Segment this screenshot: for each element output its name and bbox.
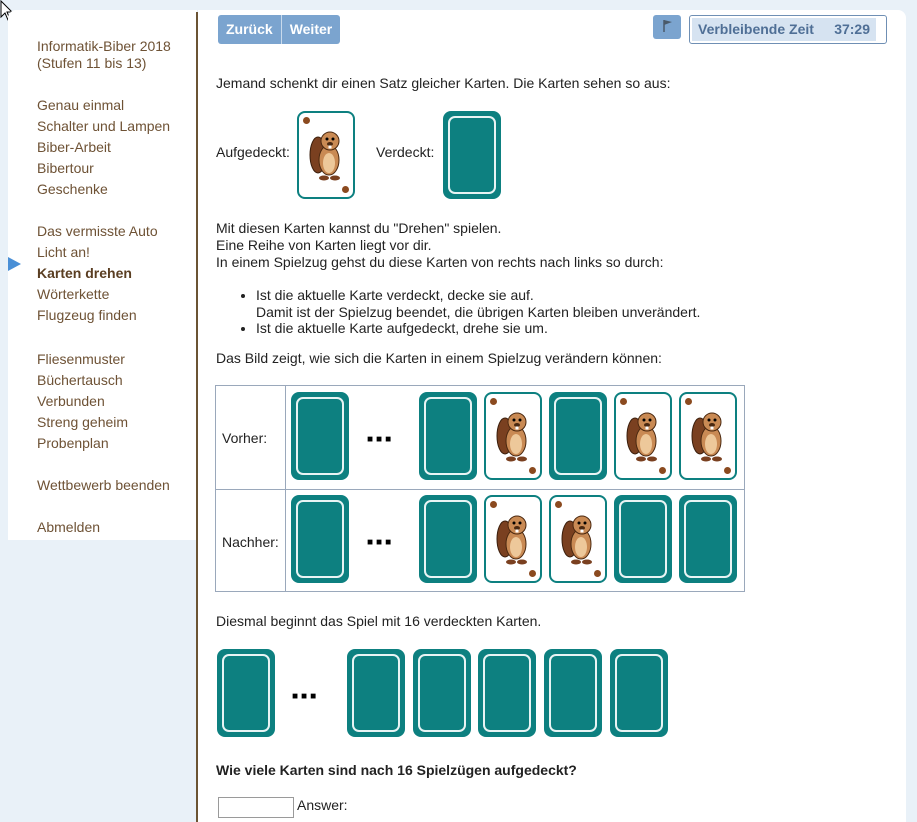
rule-item: • Ist die aktuelle Karte aufgedeckt, drehe sie um. (256, 320, 700, 337)
task-group-2 (37, 221, 158, 326)
card-face-up (484, 392, 542, 480)
remaining-time-box (689, 15, 887, 44)
before-label: Vorher: (222, 430, 268, 446)
ellipsis-dots: ■■■ (367, 537, 395, 548)
flag-icon (653, 15, 681, 39)
logout-link[interactable]: Abmelden (37, 519, 101, 535)
card-face-down (291, 495, 349, 583)
back-button[interactable]: Zurück (218, 15, 281, 44)
card-face-down (544, 649, 602, 737)
sidebar-item-genau-einmal[interactable]: Genau einmal (37, 97, 125, 113)
card-face-down (610, 649, 668, 737)
flag-button[interactable] (653, 15, 681, 39)
sidebar-item-flugzeug-finden[interactable]: Flugzeug finden (37, 307, 137, 323)
beaver-icon (691, 408, 725, 464)
rules-list (216, 287, 700, 337)
card-face-down (217, 649, 275, 737)
sidebar-item-verbunden[interactable]: Verbunden (37, 393, 105, 409)
sidebar-item-woerterkette[interactable]: Wörterkette (37, 286, 110, 302)
beaver-icon (626, 408, 660, 464)
sidebar-item-geschenke[interactable]: Geschenke (37, 181, 108, 197)
beaver-icon (496, 511, 530, 567)
navigation-buttons (218, 15, 340, 44)
timer-label: Verbleibende Zeit (698, 21, 814, 37)
rules-intro: Mit diesen Karten kannst du "Drehen" spielen. Eine Reihe von Karten liegt vor dir. In einem Spielzug gehst du diese Karten von rechts nach links so durch: (216, 220, 664, 270)
card-face-down (478, 649, 536, 737)
beaver-icon (561, 511, 595, 567)
sidebar-divider (196, 12, 198, 822)
end-competition-link[interactable]: Wettbewerb beenden (37, 477, 170, 493)
intro-text: Jemand schenkt dir einen Satz gleicher Karten. Die Karten sehen so aus: (216, 75, 671, 91)
ellipsis-dots: ■■■ (292, 691, 320, 702)
card-face-down (419, 495, 477, 583)
sidebar-item-buechertausch[interactable]: Büchertausch (37, 372, 123, 388)
sidebar-item-bibertour[interactable]: Bibertour (37, 160, 94, 176)
card-face-up (679, 392, 737, 480)
card-face-down (679, 495, 737, 583)
ellipsis-dots: ■■■ (367, 434, 395, 445)
card-face-down (291, 392, 349, 480)
rule-item: • Ist die aktuelle Karte verdeckt, decke sie auf. Damit ist der Spielzug beendet, die übrigen Karten bleiben unverändert. (256, 287, 700, 320)
sidebar-item-vermisste-auto[interactable]: Das vermisste Auto (37, 223, 158, 239)
beaver-icon (496, 408, 530, 464)
start-text: Diesmal beginnt das Spiel mit 16 verdeckten Karten. (216, 613, 542, 629)
card-face-up (297, 111, 355, 199)
card-face-down (347, 649, 405, 737)
question-text: Wie viele Karten sind nach 16 Spielzügen aufgedeckt? (216, 762, 577, 778)
next-button[interactable]: Weiter (281, 15, 341, 44)
beaver-icon (309, 127, 343, 183)
card-face-down (419, 392, 477, 480)
answer-input[interactable] (218, 797, 294, 818)
card-face-down (549, 392, 607, 480)
sidebar-item-biber-arbeit[interactable]: Biber-Arbeit (37, 139, 111, 155)
sidebar-item-schalter-lampen[interactable]: Schalter und Lampen (37, 118, 171, 134)
sidebar-item-karten-drehen[interactable]: Karten drehen (37, 265, 132, 281)
sidebar-item-streng-geheim[interactable]: Streng geheim (37, 414, 129, 430)
card-face-up (614, 392, 672, 480)
after-label: Nachher: (222, 534, 279, 550)
sidebar-item-probenplan[interactable]: Probenplan (37, 435, 109, 451)
answer-label: Answer: (297, 797, 348, 813)
active-task-arrow-icon (8, 257, 21, 271)
task-group-1 (37, 95, 170, 200)
sidebar (8, 10, 197, 540)
sidebar-item-licht-an[interactable]: Licht an! (37, 244, 90, 260)
card-face-up (549, 495, 607, 583)
card-face-down (443, 111, 501, 199)
card-face-down (413, 649, 471, 737)
competition-title: Informatik-Biber 2018 (Stufen 11 bis 13) (37, 38, 171, 71)
example-intro: Das Bild zeigt, wie sich die Karten in einem Spielzug verändern können: (216, 350, 662, 366)
face-up-label: Aufgedeckt: (216, 144, 290, 160)
timer-value: 37:29 (834, 21, 870, 37)
task-group-3 (37, 349, 128, 454)
card-face-down (614, 495, 672, 583)
face-down-label: Verdeckt: (376, 144, 435, 160)
sidebar-item-fliesenmuster[interactable]: Fliesenmuster (37, 351, 125, 367)
card-face-up (484, 495, 542, 583)
